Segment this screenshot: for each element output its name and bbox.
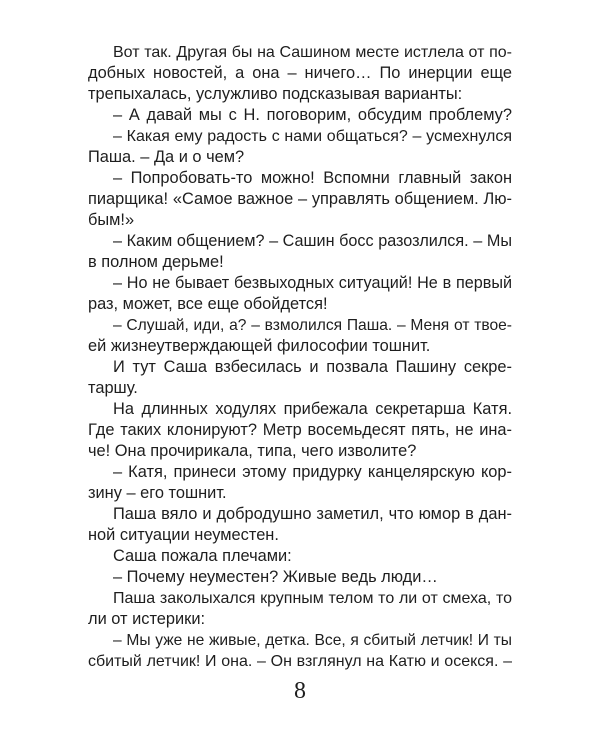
text-line: че! Она прочирикала, типа, чего изволите? bbox=[88, 442, 417, 460]
page-number: 8 bbox=[294, 678, 306, 704]
text-line: раз, может, все еще обойдется! bbox=[88, 295, 328, 313]
text-line: Паша. – Да и о чем? bbox=[88, 148, 245, 166]
text-line: таршу. bbox=[88, 379, 138, 397]
text-line: – Слушай, иди, а? – взмолился Паша. – Меня от твое- bbox=[113, 317, 512, 334]
text-line: – Катя, принеси этому придурку канцелярскую кор- bbox=[113, 463, 512, 481]
text-line: Где таких клонируют? Метр восемьдесят пять, не ина- bbox=[88, 421, 512, 439]
text-line: – Какая ему радость с нами общаться? – усмехнулся bbox=[113, 128, 512, 145]
text-line: – Каким общением? – Сашин босс разозлился. – Мы bbox=[113, 232, 512, 250]
text-line: пиарщика! «Самое важное – управлять общением. Лю- bbox=[88, 190, 512, 208]
text-line: ной ситуации неуместен. bbox=[88, 526, 279, 544]
text-line: бым!» bbox=[88, 211, 135, 229]
text-line: Паша вяло и добродушно заметил, что юмор в дан- bbox=[113, 505, 512, 523]
text-line: добных новостей, а она – ничего… По инерции еще bbox=[88, 64, 512, 82]
text-line: – Мы уже не живые, детка. Все, я сбитый летчик! И ты bbox=[113, 632, 512, 649]
text-line: На длинных ходулях прибежала секретарша Катя. bbox=[113, 400, 512, 418]
text-line: Паша заколыхался крупным телом то ли от смеха, то bbox=[113, 590, 512, 607]
text-line: в полном дерьме! bbox=[88, 253, 224, 271]
text-line: Саша пожала плечами: bbox=[113, 547, 292, 565]
text-line: зину – его тошнит. bbox=[88, 484, 227, 502]
text-line: ей жизнеутверждающей философии тошнит. bbox=[88, 337, 431, 355]
text-line: – Почему неуместен? Живые ведь люди… bbox=[113, 568, 438, 586]
text-line: – А давай мы с Н. поговорим, обсудим проблему? bbox=[113, 106, 512, 124]
text-line: И тут Саша взбесилась и позвала Пашину секре- bbox=[113, 358, 512, 376]
text-line: трепыхалась, услужливо подсказывая варианты: bbox=[88, 85, 463, 103]
text-line: – Попробовать-то можно! Вспомни главный закон bbox=[113, 169, 512, 187]
text-line: – Но не бывает безвыходных ситуаций! Не в первый bbox=[113, 274, 512, 292]
text-line: сбитый летчик! И она. – Он взглянул на Катю и осекся. – bbox=[88, 653, 512, 670]
text-line: Вот так. Другая бы на Сашином месте истлела от по- bbox=[113, 44, 512, 61]
text-line: ли от истерики: bbox=[88, 610, 206, 628]
